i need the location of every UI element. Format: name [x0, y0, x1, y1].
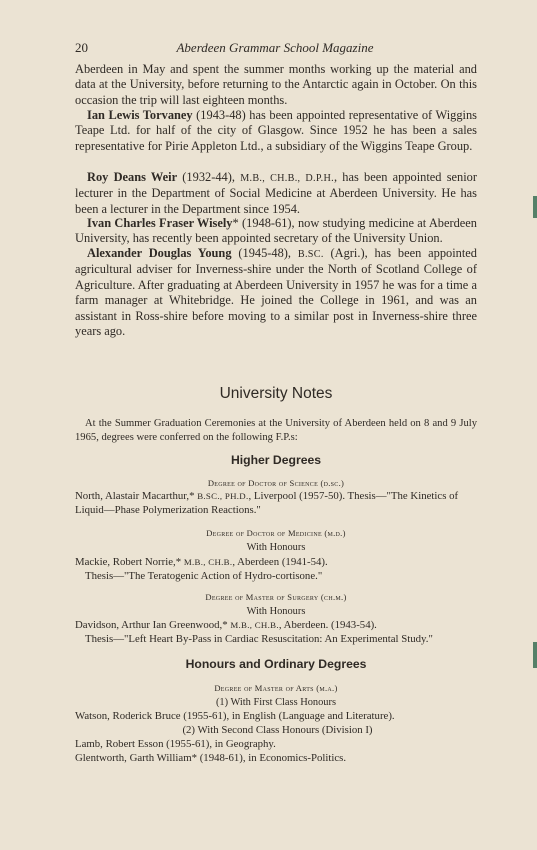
paragraph-young [75, 246, 477, 339]
years-text: (1932-44), [177, 170, 241, 184]
person-name: Ian Lewis Torvaney [87, 108, 193, 122]
entry-glentworth: Glentworth, Garth William* (1948-61), in Economics-Politics. [75, 752, 347, 764]
qualifications: M.B., CH.B. [183, 557, 233, 567]
entry-lamb: Lamb, Robert Esson (1955-61), in Geography. [75, 738, 276, 750]
qualifications: B.SC. [297, 249, 324, 260]
honours-label: With Honours [246, 606, 306, 617]
honours-class-first: (1) With First Class Honours [215, 697, 337, 708]
margin-mark-upper [533, 196, 537, 218]
person-name: Ivan Charles Fraser Wisely [87, 216, 233, 230]
degree-title-text: Degree of Master of Arts (m.a.) [214, 683, 338, 693]
heading-honours-ordinary: Honours and Ordinary Degrees [185, 657, 367, 671]
entry-davidson [75, 619, 480, 646]
heading-higher-degrees: Higher Degrees [230, 453, 322, 467]
degree-title-md [75, 526, 477, 555]
graduate-name: North, Alastair Macarthur,* [75, 490, 198, 502]
paragraph-weir [75, 170, 477, 217]
section-heading-university-notes: University Notes [219, 385, 333, 402]
person-name: Roy Deans Weir [87, 170, 178, 184]
entry-detail: , Aberdeen. (1943-54). [278, 619, 377, 631]
person-name: Alexander Douglas Young [87, 246, 232, 260]
degree-title-text: Degree of Doctor of Science (d.sc.) [207, 478, 345, 488]
running-header [75, 40, 475, 56]
qualifications: M.B., CH.B. [230, 620, 279, 630]
paragraph-text: , has been appointed senior lecturer in the Department of Social Medicine at Aberdeen University. He has been a lecturer in the Department since 1954. [75, 170, 477, 216]
degree-title-text: Degree of Doctor of Medicine (m.d.) [206, 528, 346, 538]
page-number: 20 [75, 40, 88, 55]
magazine-title: Aberdeen Grammar School Magazine [176, 40, 374, 55]
graduate-name: Davidson, Arthur Ian Greenwood,* [75, 619, 231, 631]
degree-title-dsc [75, 476, 477, 491]
entry-detail: , Aberdeen (1941-54). [232, 556, 328, 568]
entry-north [75, 490, 480, 517]
honours-label: With Honours [246, 542, 306, 553]
degree-title-chm [75, 590, 477, 619]
thesis-title: Thesis—"The Teratogenic Action of Hydro-cortisone." [85, 569, 323, 582]
entry-detail: , Liverpool (1957-50). Thesis—"The Kinetics of Liquid—Phase Polymerization Reactions." [75, 490, 459, 516]
degree-title-text: Degree of Master of Surgery (ch.m.) [205, 592, 347, 602]
entry-mackie [75, 556, 480, 583]
margin-mark-lower [533, 642, 537, 668]
paragraph-antarctic: Aberdeen in May and spent the summer months working up the material and data at the University, before returning to the Antarctic again in October. On this occasion the trip will last eighteen months. [75, 62, 477, 107]
graduate-name: Mackie, Robert Norrie,* [75, 556, 184, 568]
paragraph-wisely [75, 216, 477, 247]
paragraph-text: (1943-48) has been appointed representative of Wiggins Teape Ltd. for half of the city of Glasgow. Since 1952 he has been a sales representative for Pirie Appleton Ltd., a subsidiary of the Wiggins Teape Group. [75, 108, 478, 153]
degree-title-ma [75, 681, 477, 710]
graduation-intro: At the Summer Graduation Ceremonies at the University of Aberdeen held on 8 and 9 July 1965, degrees were conferred on the following F.P.s: [75, 418, 477, 443]
paragraph-text: (Agri.), has been appointed agricultural adviser for Inverness-shire under the North of Scotland College of Agriculture. After graduating at Aberdeen University in 1957 he was for a time a farm manager at Whitebridge. He joined the College in 1961, and was an assistant in Ross-shire before moving to a similar post in Inverness-shire three years ago. [75, 246, 478, 339]
paragraph-text: * (1948-61), now studying medicine at Aberdeen University, has recently been appointed secretary of the University Union. [75, 216, 478, 246]
paragraph-torvaney [75, 108, 477, 154]
qualifications: M.B., CH.B., D.P.H. [240, 173, 334, 184]
thesis-title: Thesis—"Left Heart By-Pass in Cardiac Resuscitation: An Experimental Study." [85, 632, 433, 645]
years-text: (1945-48), [231, 246, 298, 260]
honours-class-second: (2) With Second Class Honours (Division I) [182, 724, 373, 736]
qualifications: B.SC., PH.D. [197, 491, 249, 501]
entry-watson: Watson, Roderick Bruce (1955-61), in English (Language and Literature). [75, 710, 395, 722]
